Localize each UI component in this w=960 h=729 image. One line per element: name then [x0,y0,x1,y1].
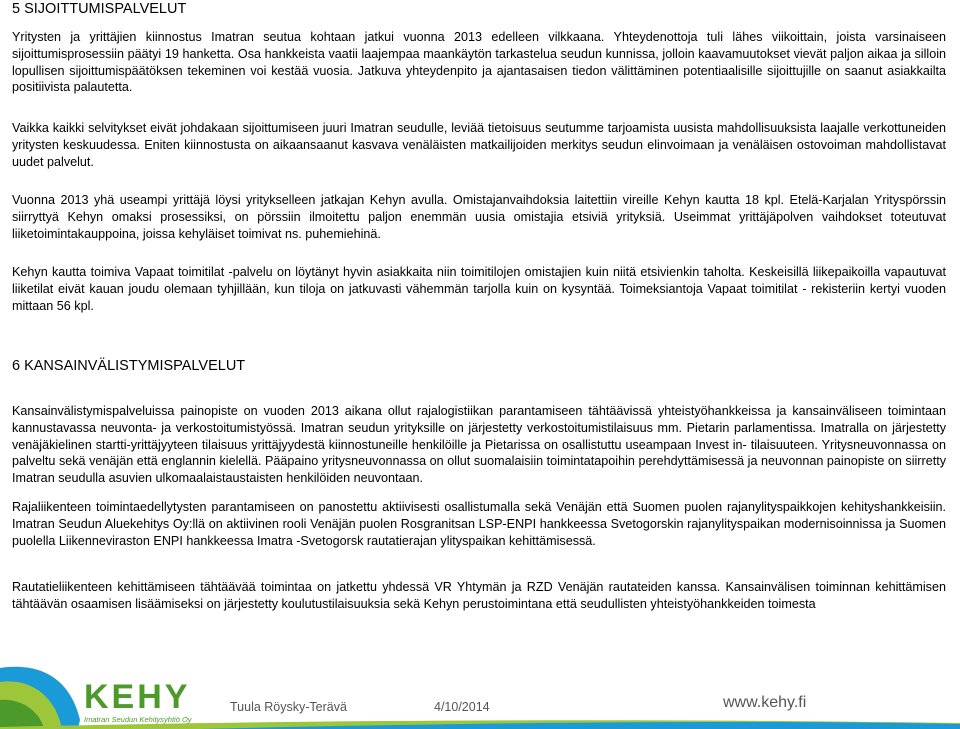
section-6-paragraph-3: Rautatieliikenteen kehittämiseen tähtäävää toimintaa on jatkettu yhdessä VR Yhtymän ja RZD Venäjän rautateiden kanssa. Kansainvälisen toiminnan kehittämisen tähtäävän osaamisen lisäämiseksi on järjestetty koulutustilaisuuksia sekä Kehyn perustoimintana että seudullisten yhteistyöhankkeiden toimesta [12,580,946,611]
section-5-paragraph-2: Vaikka kaikki selvitykset eivät johdakaan sijoittumiseen juuri Imatran seudulle, leviää tietoisuus seutumme tarjoamista uusista mahdollisuuksista laajalle verkottuneiden yritysten keskuudessa. Eniten kiinnostusta on aikaansaanut kasvava venäläisten matkailijoiden merkitys seudun elinvoimaan ja venäläisen ostovoiman mahdollistavat uudet palvelut. [12,121,946,169]
logo-name: KEHY [84,678,191,716]
section-5-paragraph-4: Kehyn kautta toimiva Vapaat toimitilat -palvelu on löytänyt hyvin asiakkaita niin toimitilojen omistajien kuin niitä etsivienkin taholta. Keskeisillä liikepaikoilla vapautuvat liiketilat eivät kauan joudu olemaan tyhjillään, kun tiloja on jatkuvasti vähemmän tarjolla kuin on kysyntää. Toimeksiantoja Vapaat toimitilat - rekisteriin kertyi vuoden mittaan 56 kpl. [12,265,946,313]
page-footer [0,660,960,729]
section-5-heading: 5 SIJOITTUMISPALVELUT [12,1,187,17]
section-6-paragraph-2: Rajaliikenteen toimintaedellytysten parantamiseen on panostettu aktiivisesti osallistumalla sekä Venäjän että Suomen puolen rajanylityspaikkojen kehityshankkeisiin. Imatran Seudun Aluekehitys Oy:llä on aktiivinen rooli Venäjän puolen Rosgranitsan LSP-ENPI hankkeessa Svetogorskin rajanylityspaikan modernisoinnissa ja Suomen puolella Liikenneviraston ENPI hankkeessa Imatra -Svetogorsk rautatierajan ylityspaikan kehittämisessä. [12,500,946,548]
footer-website: www.kehy.fi [723,694,807,711]
section-5-paragraph-3: Vuonna 2013 yhä useampi yrittäjä löysi yritykselleen jatkajan Kehyn avulla. Omistajanvaihdoksia laitettiin vireille Kehyn kautta 18 kpl. Etelä-Karjalan Yrityspörssin siirryttyä Kehyn omaksi prosessiksi, on pörssiin ilmoitettu paljon enemmän uusia omistajia etsiviä yrityksiä. Useimmat yrittäjäpolven vaihdokset toteutuvat liiketoimintakauppoina, joissa kehyläiset toimivat ns. puhemiehinä. [12,193,946,241]
section-6-paragraph-1: Kansainvälistymispalveluissa painopiste on vuoden 2013 aikana ollut rajalogistiikan parantamiseen tähtäävissä yhteistyöhankkeissa ja kansainväliseen toimintaan kannustavassa neuvonta- ja verkostoitumistyössä. Imatran seudun yrityksille on järjestetty verkostoitumistilaisuus mm. Pietarin parlamentissa. Imatralla on järjestetty venäjäkielinen startti-yrittäjyyteen tilaisuus yrittäjyydestä kiinnostuneille henkilöille ja Pietarissa on osallistuttu useampaan Invest in- tilaisuuteen. Yritysneuvonnassa on palveltu sekä venäjän että englannin kielellä. Pääpaino yritysneuvonnassa on ollut suomalaisiin toimintatapoihin perehdyttämisessä ja neuvonnan painopiste on siirretty Imatran seudulla asuvien ulkomaalaistaustaisten henkilöiden neuvontaan. [12,404,946,486]
footer-date: 4/10/2014 [434,700,490,714]
section-6-heading: 6 KANSAINVÄLISTYMISPALVELUT [12,358,246,374]
logo-tagline: Imatran Seudun Kehitysyhtiö Oy [84,715,192,724]
section-5-paragraph-1: Yritysten ja yrittäjien kiinnostus Imatran seutua kohtaan jatkui vuonna 2013 edelleen vilkkaana. Yhteydenottoja tuli lähes viikoittain, joista varsinaiseen sijoittumisprosessiin päätyi 19 hanketta. Osa hankkeista vaatii laajempaa maankäytön tarkastelua seudun kunnissa, jolloin kaavamuutokset vievät paljon aikaa ja silloin lopullisen sijoittumispäätöksen tekeminen voi kestää vuosia. Jatkuva yhteydenpito ja ajantasaisen tiedon välittäminen potentiaalisille sijoittujille on saanut asiakkailta positiivista palautetta. [12,30,946,95]
footer-author: Tuula Röysky-Terävä [230,700,347,714]
kehy-logo [84,680,192,724]
